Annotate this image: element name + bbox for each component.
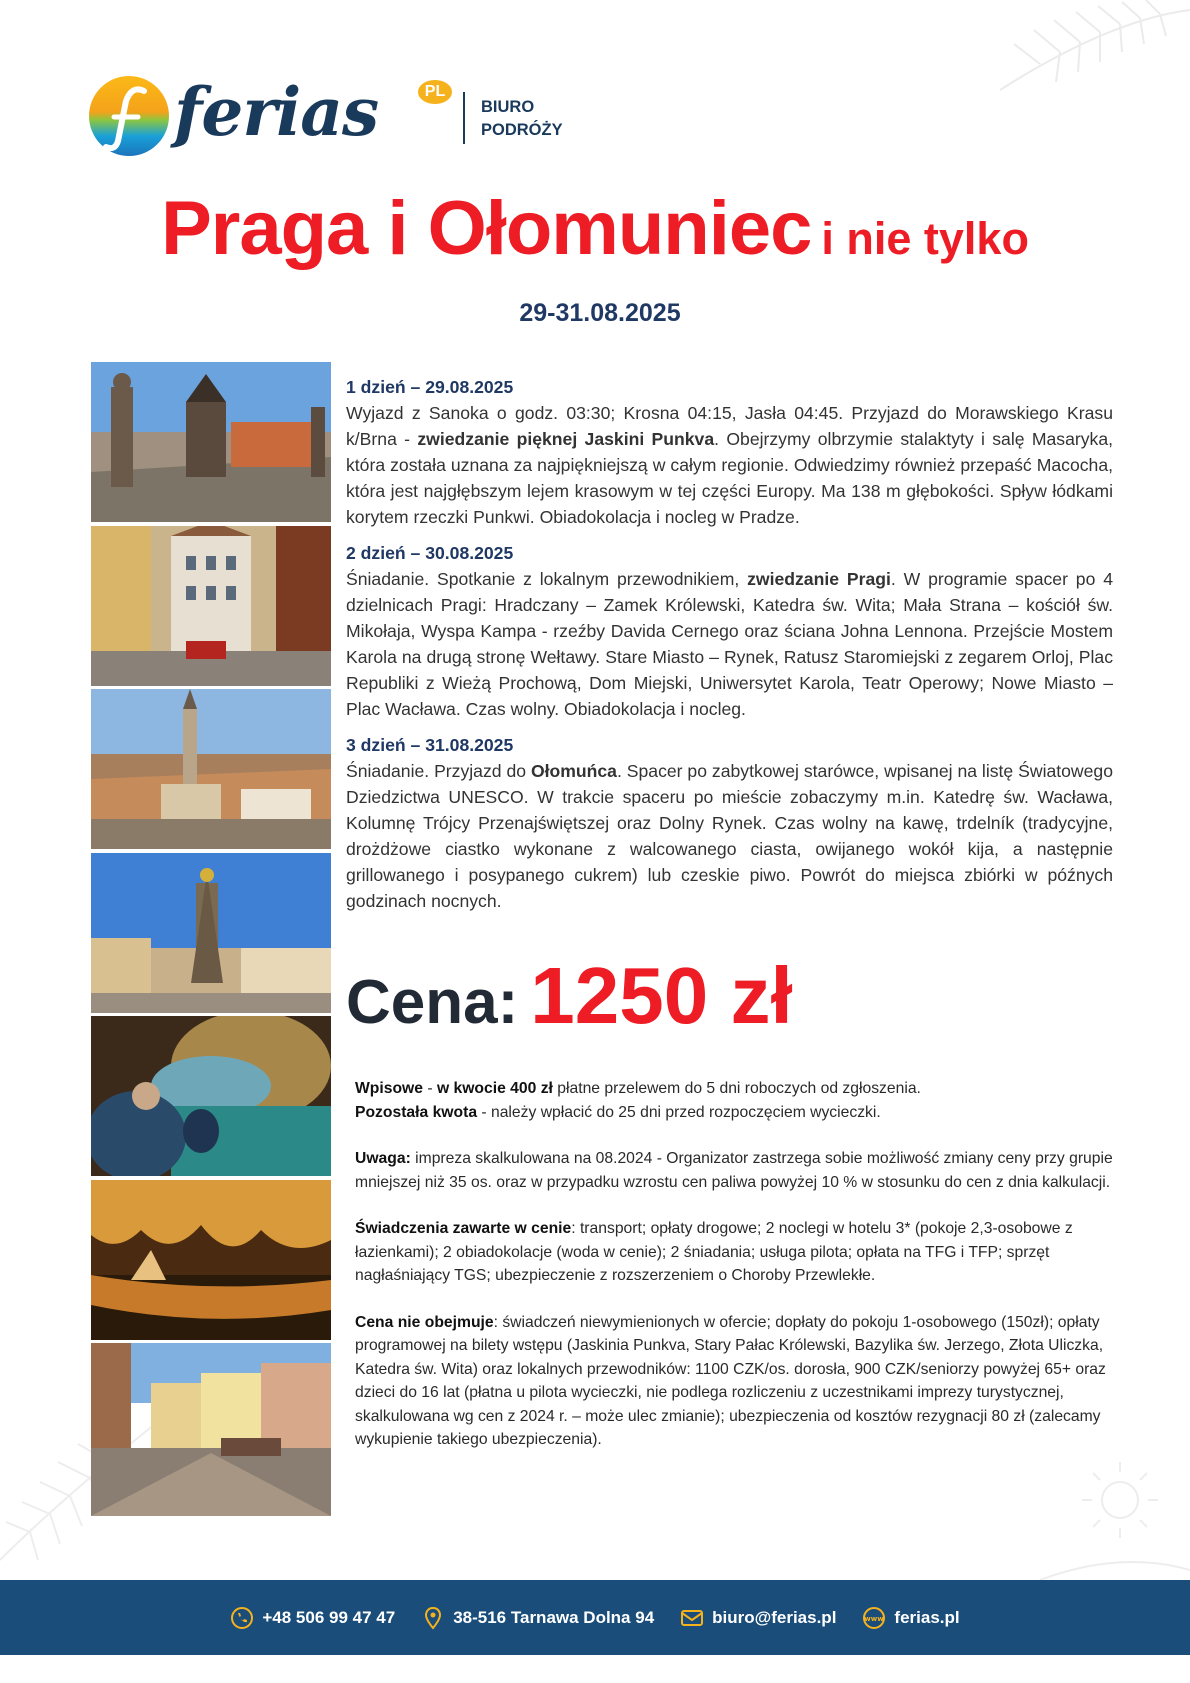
page-title — [0, 185, 1190, 272]
footer-contacts — [0, 1580, 1190, 1655]
price — [346, 950, 793, 1042]
footer-phone-text: +48 506 99 47 47 — [262, 1607, 396, 1627]
prague-square-photo — [91, 1343, 331, 1516]
brand-badge: PL — [418, 80, 452, 104]
logo-divider — [463, 92, 465, 144]
title-sub: i nie tylko — [821, 213, 1029, 264]
deposit-line — [355, 1077, 1115, 1101]
price-info — [355, 1077, 1115, 1475]
day-3-heading: 3 dzień – 31.08.2025 — [346, 735, 514, 755]
deposit-label: Wpisowe — [355, 1080, 423, 1097]
note-paragraph — [355, 1147, 1115, 1194]
brand-subtitle-line1: BIURO — [481, 98, 535, 116]
day-2-text-end: . W programie spacer po 4 dzielnicach Pragi: Hradczany – Zamek Królewski, Katedra św. Wita; Mała Strana – kościół św. Mikołaja, Wyspa Kampa - rzeźby Davida Cernego oraz ściana Johna Lennona. Przejście Mostem Karola na drugą stronę Wełtawy. Stare Miasto – Rynek, Ratusz Staromiejski z zegarem Orloj, Plac Republiki z Wieżą Prochową, Dom Miejski, Uniwersytet Karola, Teatr Operowy; Nowe Miasto – Plac Wacława. Czas wolny. Obiadokolacja i nocleg. — [346, 569, 1113, 719]
deposit-text: płatne przelewem do 5 dni roboczych od zgłoszenia. — [552, 1080, 921, 1097]
day-1 — [346, 374, 1113, 530]
footer-address-text: 38-516 Tarnawa Dolna 94 — [453, 1607, 655, 1627]
day-3-text-start: Śniadanie. Przyjazd do — [346, 761, 531, 781]
envelope-icon — [680, 1606, 704, 1630]
ferias-logo — [88, 73, 563, 158]
prague-old-town-street-photo — [91, 526, 331, 686]
title-main: Praga i Ołomuniec — [161, 186, 812, 271]
excluded-label: Cena nie obejmuje — [355, 1313, 494, 1331]
remaining-line — [355, 1101, 1115, 1125]
contact-footer — [0, 1580, 1190, 1655]
trip-dates: 29-31.08.2025 — [519, 299, 681, 327]
footer-email[interactable] — [680, 1606, 836, 1630]
cave-stalactites-photo — [91, 1180, 331, 1340]
itinerary — [346, 374, 1113, 924]
footer-address — [421, 1606, 654, 1630]
deposit-amount: w kwocie 400 zł — [436, 1080, 553, 1097]
day-3-text-end: . Spacer po zabytkowej starówce, wpisanej na listę Światowego Dziedzictwa UNESCO. W trakcie spaceru po mieście zobaczymy m.in. Katedrę św. Wacława, Kolumnę Trójcy Przenajświętszej oraz Dolny Rynek. Czas wolny na kawę, trdelník (tradycyjne, drożdżowe ciastko wykonane z walcowanego ciasta, owijanego wokół kija, a następnie grillowanego i posypanego cukrem) lub czeskie piwo. Powrót do miejsca zbiórki w późnych godzinach nocnych. — [346, 761, 1113, 911]
phone-icon — [230, 1606, 254, 1630]
footer-website[interactable] — [862, 1606, 959, 1630]
footer-website-text: ferias.pl — [894, 1607, 960, 1627]
excluded-paragraph — [355, 1311, 1115, 1452]
brand-subtitle-line2: PODRÓŻY — [481, 121, 563, 139]
olomouc-panorama-photo — [91, 689, 331, 849]
punkva-cave-boat-photo — [91, 1016, 331, 1176]
palm-leaf-decoration-top-right — [960, 0, 1190, 120]
price-label: Cena: — [346, 968, 519, 1037]
charles-bridge-photo — [91, 362, 331, 522]
day-3-text — [346, 758, 1113, 914]
day-2-text — [346, 566, 1113, 722]
included-text: : transport; opłaty drogowe; 2 noclegi w hotelu 3* (pokoje 2,3-osobowe z łazienkami); 2 obiadokolacje (woda w cenie); 2 śniadania; usługa pilota; opłata na TFG i TFP; sprzęt nagłaśniający TGS; ubezpieczenie z rozszerzeniem o Choroby Przewlekłe. — [355, 1220, 1073, 1284]
photo-column — [91, 362, 331, 1520]
day-3-highlight: Ołomuńca — [530, 761, 617, 781]
remaining-label: Pozostała kwota — [355, 1103, 478, 1121]
deposit-separator: - — [422, 1080, 437, 1097]
note-text: impreza skalkulowana na 08.2024 - Organizator zastrzega sobie możliwość zmiany ceny przy grupie mniejszej niż 35 os. oraz w przypadku wzrostu cen paliwa powyżej 10 % w stosunku do cen z dnia kalkulacji. — [355, 1150, 1113, 1191]
holy-trinity-column-photo — [91, 853, 331, 1013]
brand-subtitle — [481, 96, 563, 142]
price-value: 1250 zł — [530, 951, 793, 1040]
day-1-heading: 1 dzień – 29.08.2025 — [346, 377, 514, 397]
footer-phone[interactable] — [230, 1606, 395, 1630]
day-1-text — [346, 400, 1113, 530]
day-2 — [346, 540, 1113, 722]
globe-www-icon — [862, 1606, 886, 1630]
remaining-text: - należy wpłacić do 25 dni przed rozpoczęciem wycieczki. — [477, 1103, 881, 1121]
day-2-text-start: Śniadanie. Spotkanie z lokalnym przewodnikiem, — [346, 569, 748, 589]
day-2-heading: 2 dzień – 30.08.2025 — [346, 543, 514, 563]
excluded-text: : świadczeń niewymienionych w ofercie; dopłaty do pokoju 1-osobowego (150zł); opłaty programowej na bilety wstępu (Jaskinia Punkva, Stary Pałac Królewski, Bazylika św. Jerzego, Złota Uliczka, Katedra św. Wita) oraz lokalnych przewodników: 1100 CZK/os. dorosła, 900 CZK/seniorzy powyżej 65+ oraz dzieci do 16 lat (płatna u pilota wycieczki, nie podlega rozliczeniu z uczestnikami imprezy turystycznej, skalkulowana wg cen z 2024 r. – może ulec zmianie); ubezpieczenia od kosztów rezygnacji 80 zł (zalecamy wykupienie takiego ubezpieczenia). — [355, 1313, 1106, 1448]
day-2-highlight: zwiedzanie Pragi — [747, 569, 891, 589]
location-pin-icon — [421, 1606, 445, 1630]
included-label: Świadczenia zawarte w cenie — [355, 1220, 572, 1237]
note-label: Uwaga: — [355, 1150, 411, 1167]
day-1-highlight: zwiedzanie pięknej Jaskini Punkva — [417, 429, 715, 449]
day-1-text-start: Wyjazd z Sanoka o godz. 03:30; Krosna 04:15, Jasła 04:45. Przyjazd do Morawskiego Krasu k/Brna - — [346, 403, 1113, 449]
day-3 — [346, 732, 1113, 914]
svg-text:www: www — [864, 1614, 885, 1623]
day-1-text-end: . Obejrzymy olbrzymie stalaktyty i salę Masaryka, która została uznana za najpiękniejszą w całym regionie. Odwiedzimy również przepaść Macocha, która jest najgłębszym lejem krasowym w tej części Europy. Ma 138 m głębokości. Spływ łódkami korytem rzeczki Punkwi. Obiadokolacja i nocleg w Pradze. — [346, 429, 1114, 527]
ferias-logo-mark — [88, 75, 170, 157]
footer-email-text: biuro@ferias.pl — [712, 1607, 837, 1627]
brand-name: ferias — [174, 73, 379, 151]
included-paragraph — [355, 1217, 1115, 1288]
